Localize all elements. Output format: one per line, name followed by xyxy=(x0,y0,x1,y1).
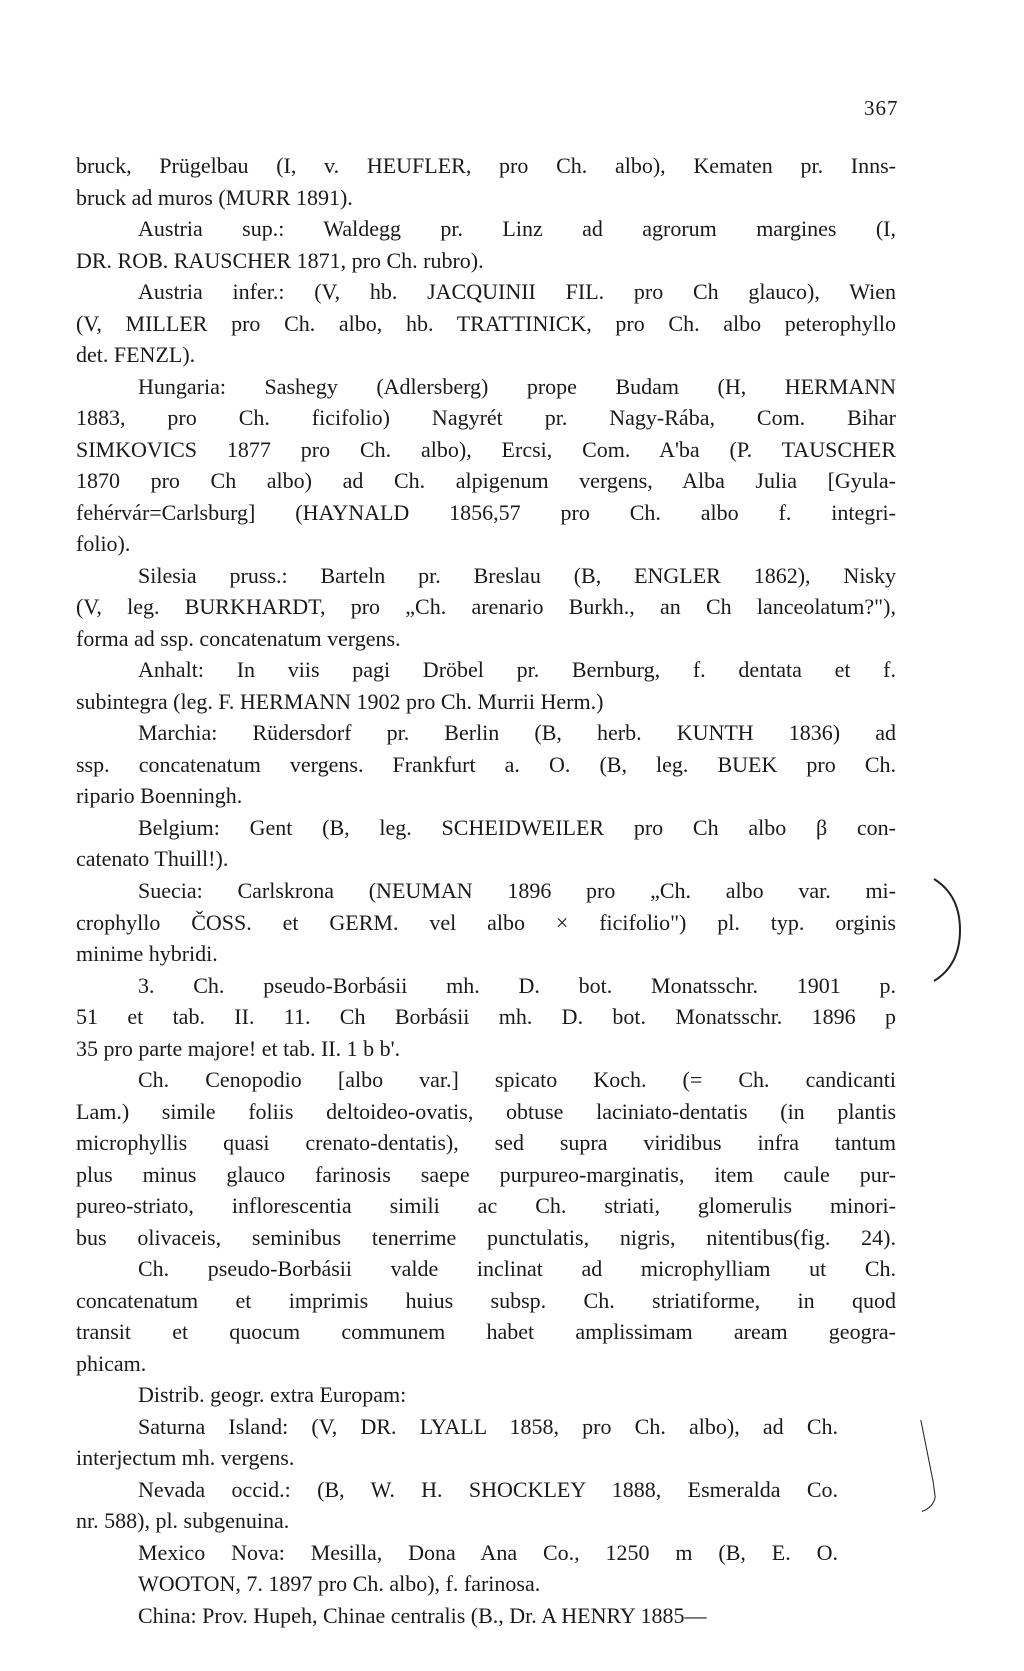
text-line: plus minus glauco farinosis saepe purpureo-marginatis, item caule pur- xyxy=(76,1162,896,1187)
text-line: 1870 pro Ch albo) ad Ch. alpigenum vergens, Alba Julia [Gyula- xyxy=(76,468,896,493)
text-line: Austria sup.: Waldegg pr. Linz ad agrorum margines (I, xyxy=(138,216,896,241)
text-line: crophyllo ČOSS. et GERM. vel albo × ficifolio") pl. typ. orginis xyxy=(76,910,896,935)
text-line: Austria infer.: (V, hb. JACQUINII FIL. pro Ch glauco), Wien xyxy=(138,279,896,304)
text-line: WOOTON, 7. 1897 pro Ch. albo), f. farinosa. xyxy=(138,1571,541,1596)
text-line: bus olivaceis, seminibus tenerrime punctulatis, nigris, nitentibus(fig. 24). xyxy=(76,1225,896,1250)
text-line: DR. ROB. RAUSCHER 1871, pro Ch. rubro). xyxy=(76,248,484,273)
text-line: (V, leg. BURKHARDT, pro „Ch. arenario Burkh., an Ch lanceolatum?"), xyxy=(76,594,896,619)
text-line: 3. Ch. pseudo-Borbásii mh. D. bot. Monatsschr. 1901 p. xyxy=(138,973,896,998)
text-line: phicam. xyxy=(76,1351,147,1376)
text-line: Nevada occid.: (B, W. H. SHOCKLEY 1888, Esmeralda Co. xyxy=(138,1477,838,1502)
text-line: subintegra (leg. F. HERMANN 1902 pro Ch. Murrii Herm.) xyxy=(76,689,604,714)
text-line: ssp. concatenatum vergens. Frankfurt a. O. (B, leg. BUEK pro Ch. xyxy=(76,752,896,777)
margin-line-mark xyxy=(908,1420,948,1600)
text-line: China: Prov. Hupeh, Chinae centralis (B., Dr. A HENRY 1885— xyxy=(138,1603,707,1628)
text-line: Marchia: Rüdersdorf pr. Berlin (B, herb. KUNTH 1836) ad xyxy=(138,720,896,745)
text-line: bruck, Prügelbau (I, v. HEUFLER, pro Ch. albo), Kematen pr. Inns- xyxy=(76,153,896,178)
text-line: ripario Boenningh. xyxy=(76,783,243,808)
text-line: Hungaria: Sashegy (Adlersberg) prope Budam (H, HERMANN xyxy=(138,374,896,399)
page-number: 367 xyxy=(864,96,899,120)
text-line: forma ad ssp. concatenatum vergens. xyxy=(76,626,401,651)
text-line: bruck ad muros (MURR 1891). xyxy=(76,185,353,210)
text-line: concatenatum et imprimis huius subsp. Ch. striatiforme, in quod xyxy=(76,1288,896,1313)
text-line: Lam.) simile foliis deltoideo-ovatis, obtuse laciniato-dentatis (in plantis xyxy=(76,1099,896,1124)
text-line: Saturna Island: (V, DR. LYALL 1858, pro Ch. albo), ad Ch. xyxy=(138,1414,838,1439)
text-line: 1883, pro Ch. ficifolio) Nagyrét pr. Nagy-Rába, Com. Bihar xyxy=(76,405,896,430)
text-line: Belgium: Gent (B, leg. SCHEIDWEILER pro Ch albo β con- xyxy=(138,815,896,840)
text-line: nr. 588), pl. subgenuina. xyxy=(76,1508,290,1533)
text-line: pureo-striato, inflorescentia simili ac Ch. striati, glomerulis minori- xyxy=(76,1193,896,1218)
text-line: folio). xyxy=(76,531,131,556)
text-line: SIMKOVICS 1877 pro Ch. albo), Ercsi, Com. A'ba (P. TAUSCHER xyxy=(76,437,896,462)
text-line: transit et quocum communem habet amplissimam aream geogra- xyxy=(76,1319,896,1344)
text-line: Ch. Cenopodio [albo var.] spicato Koch. (= Ch. candicanti xyxy=(138,1067,896,1092)
text-line: fehérvár=Carlsburg] (HAYNALD 1856,57 pro Ch. albo f. integri- xyxy=(76,500,896,525)
text-line: minime hybridi. xyxy=(76,941,218,966)
text-line: 35 pro parte majore! et tab. II. 1 b b'. xyxy=(76,1036,401,1061)
text-line: microphyllis quasi crenato-dentatis), sed supra viridibus infra tantum xyxy=(76,1130,896,1155)
text-line: (V, MILLER pro Ch. albo, hb. TRATTINICK, pro Ch. albo peterophyllo xyxy=(76,311,896,336)
text-line: det. FENZL). xyxy=(76,342,196,367)
text-line: Silesia pruss.: Barteln pr. Breslau (B, ENGLER 1862), Nisky xyxy=(138,563,896,588)
text-line: catenato Thuill!). xyxy=(76,846,229,871)
text-line: Mexico Nova: Mesilla, Dona Ana Co., 1250 m (B, E. O. xyxy=(138,1540,838,1565)
text-line: Anhalt: In viis pagi Dröbel pr. Bernburg, f. dentata et f. xyxy=(138,657,896,682)
text-line: Ch. pseudo-Borbásii valde inclinat ad microphylliam ut Ch. xyxy=(138,1256,896,1281)
text-line: 51 et tab. II. 11. Ch Borbásii mh. D. bot. Monatsschr. 1896 p xyxy=(76,1004,896,1029)
margin-bracket-mark xyxy=(930,875,970,985)
text-line: Suecia: Carlskrona (NEUMAN 1896 pro „Ch. albo var. mi- xyxy=(138,878,896,903)
text-line: interjectum mh. vergens. xyxy=(76,1445,295,1470)
text-line: Distrib. geogr. extra Europam: xyxy=(138,1382,407,1407)
